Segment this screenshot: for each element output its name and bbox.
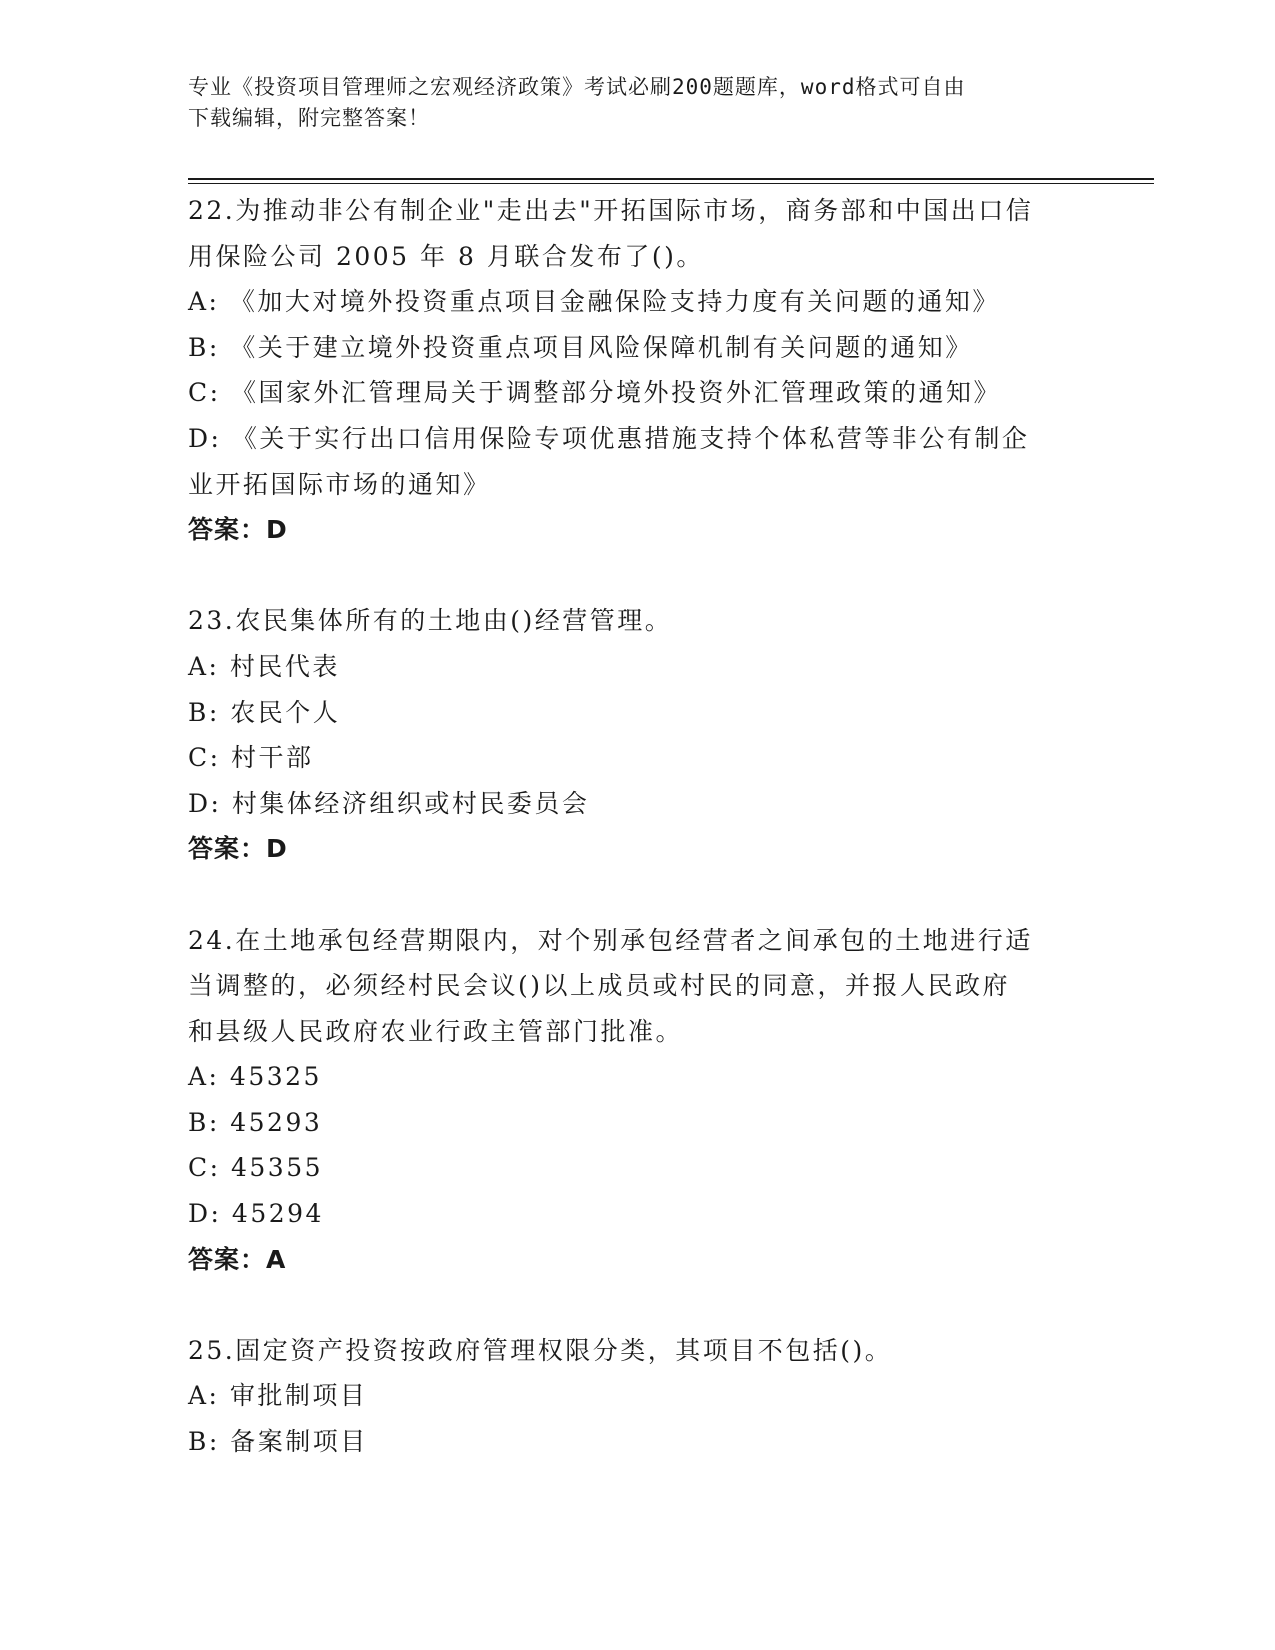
option-d-continued: 业开拓国际市场的通知》 [188, 469, 491, 499]
answer: 答案：A [188, 1244, 287, 1274]
option-b: B: 农民个人 [188, 697, 341, 727]
option-b: B: 45293 [188, 1107, 323, 1137]
option-c: C: 45355 [188, 1153, 324, 1183]
header-line-1: 专业《投资项目管理师之宏观经济政策》考试必刷200题题库，word格式可自由 [188, 75, 966, 99]
question-list [188, 188, 1088, 1465]
question-22 [188, 188, 1088, 553]
option-b: B: 《关于建立境外投资重点项目风险保障机制有关问题的通知》 [188, 332, 973, 362]
spacer [188, 553, 1088, 599]
spacer [188, 1282, 1088, 1328]
answer: 答案：D [188, 834, 288, 864]
answer: 答案：D [188, 515, 288, 545]
question-text: 22.为推动非公有制企业"走出去"开拓国际市场，商务部和中国出口信 [188, 196, 1034, 225]
header-line-2: 下载编辑，附完整答案！ [188, 106, 430, 130]
question-text: 和县级人民政府农业行政主管部门批准。 [188, 1016, 684, 1046]
option-d: D: 《关于实行出口信用保险专项优惠措施支持个体私营等非公有制企 [188, 423, 1030, 453]
option-d: D: 村集体经济组织或村民委员会 [188, 788, 590, 818]
question-23 [188, 598, 1088, 872]
question-text: 24.在土地承包经营期限内，对个别承包经营者之间承包的土地进行适 [188, 925, 1033, 955]
question-text: 当调整的，必须经村民会议()以上成员或村民的同意，并报人民政府 [188, 971, 1011, 1001]
question-text: 25.固定资产投资按政府管理权限分类，其项目不包括()。 [188, 1335, 893, 1365]
header-divider-thin [188, 183, 1154, 184]
question-text: 用保险公司 2005 年 8 月联合发布了()。 [188, 241, 704, 271]
option-c: C: 《国家外汇管理局关于调整部分境外投资外汇管理政策的通知》 [188, 378, 1002, 408]
option-a: A: 45325 [188, 1062, 322, 1092]
header-divider-thick [188, 178, 1154, 180]
option-a: A: 村民代表 [188, 651, 340, 681]
option-c: C: 村干部 [188, 743, 314, 773]
spacer [188, 872, 1088, 918]
option-d: D: 45294 [188, 1199, 324, 1229]
question-24 [188, 918, 1088, 1283]
document-header [188, 72, 1088, 134]
question-text: 23.农民集体所有的土地由()经营管理。 [188, 606, 673, 636]
option-a: A: 审批制项目 [188, 1381, 368, 1411]
option-b: B: 备案制项目 [188, 1427, 368, 1457]
question-25 [188, 1328, 1088, 1465]
option-a: A: 《加大对境外投资重点项目金融保险支持力度有关问题的通知》 [188, 287, 1000, 317]
